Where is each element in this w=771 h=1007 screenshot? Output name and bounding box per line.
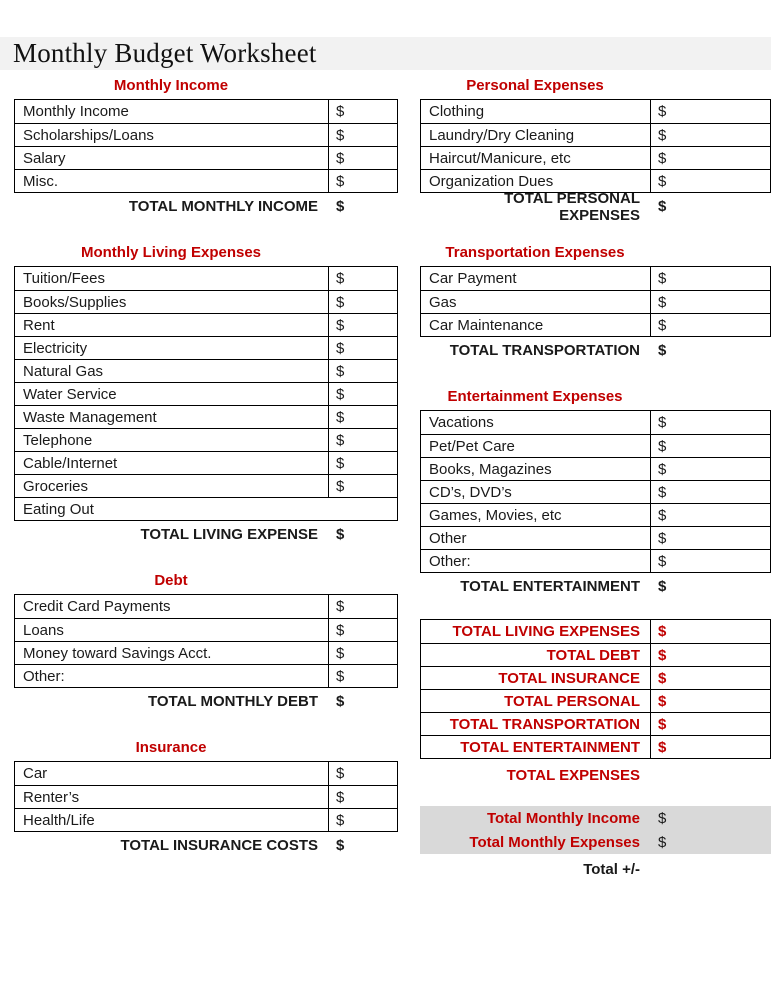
section-transportation-expenses xyxy=(420,243,771,361)
table-row xyxy=(421,123,770,146)
personal-expenses-heading: Personal Expenses xyxy=(466,77,604,94)
total-entertainment-label: TOTAL ENTERTAINMENT xyxy=(460,578,640,595)
row-label: Money toward Savings Acct. xyxy=(15,642,329,664)
row-dollar: $ xyxy=(658,483,667,501)
total-monthly-debt-line xyxy=(14,691,398,712)
row-dollar: $ xyxy=(336,172,345,190)
insurance-table xyxy=(14,761,398,832)
table-row xyxy=(421,712,770,735)
entertainment-expenses-heading: Entertainment Expenses xyxy=(447,388,623,405)
total-monthly-expenses-row-label: Total Monthly Expenses xyxy=(469,833,640,851)
table-row xyxy=(15,382,397,405)
total-insurance-costs-label: TOTAL INSURANCE COSTS xyxy=(120,837,318,854)
row-label: TOTAL LIVING EXPENSES xyxy=(421,620,651,643)
living-expenses-heading: Monthly Living Expenses xyxy=(80,244,262,261)
row-label: Other: xyxy=(421,550,651,572)
table-row xyxy=(15,808,397,831)
section-entertainment-expenses xyxy=(420,387,771,597)
table-row xyxy=(15,595,397,618)
row-dollar: $ xyxy=(336,477,345,495)
row-label: Waste Management xyxy=(15,406,329,428)
monthly-income-table xyxy=(14,99,398,193)
row-dollar: $ xyxy=(658,293,667,311)
row-dollar: $ xyxy=(658,646,667,664)
row-dollar: $ xyxy=(658,623,667,640)
row-dollar: $ xyxy=(336,454,345,472)
row-label: Renter’s xyxy=(15,786,329,808)
debt-heading: Debt xyxy=(154,572,188,589)
row-label: Clothing xyxy=(421,100,651,123)
row-dollar: $ xyxy=(336,385,345,403)
section-debt xyxy=(14,571,398,712)
row-dollar: $ xyxy=(658,529,667,547)
row-dollar: $ xyxy=(336,811,345,829)
table-row xyxy=(421,457,770,480)
table-row xyxy=(15,123,397,146)
row-label: Tuition/Fees xyxy=(15,267,329,290)
section-insurance xyxy=(14,738,398,856)
total-monthly-debt-dollar: $ xyxy=(336,693,345,710)
table-row xyxy=(15,664,397,687)
row-label: Books, Magazines xyxy=(421,458,651,480)
row-label: Loans xyxy=(15,619,329,641)
row-label: Scholarships/Loans xyxy=(15,124,329,146)
net-total-label: Total +/- xyxy=(583,861,640,878)
row-dollar: $ xyxy=(336,621,345,639)
total-monthly-debt-label: TOTAL MONTHLY DEBT xyxy=(147,693,318,710)
total-monthly-expenses-row xyxy=(420,830,771,854)
table-row xyxy=(421,290,770,313)
table-row xyxy=(15,428,397,451)
worksheet-columns xyxy=(0,70,771,880)
row-dollar: $ xyxy=(336,362,345,380)
table-row xyxy=(421,503,770,526)
row-dollar: $ xyxy=(336,644,345,662)
table-row xyxy=(15,100,397,123)
row-label: Car Maintenance xyxy=(421,314,651,336)
table-row xyxy=(421,100,770,123)
budget-worksheet-page xyxy=(0,37,771,1007)
row-label: Credit Card Payments xyxy=(15,595,329,618)
row-label: Pet/Pet Care xyxy=(421,435,651,457)
total-insurance-costs-line xyxy=(14,835,398,856)
row-label: TOTAL INSURANCE xyxy=(421,667,651,689)
table-row xyxy=(15,405,397,428)
living-expenses-table xyxy=(14,266,398,521)
row-dollar: $ xyxy=(658,552,667,570)
row-dollar: $ xyxy=(336,598,345,615)
row-dollar: $ xyxy=(336,293,345,311)
total-monthly-income-row xyxy=(420,806,771,830)
row-dollar: $ xyxy=(658,414,667,431)
table-row xyxy=(421,689,770,712)
row-dollar: $ xyxy=(658,149,667,167)
row-label: Gas xyxy=(421,291,651,313)
table-row xyxy=(421,480,770,503)
row-label: TOTAL TRANSPORTATION xyxy=(421,713,651,735)
expense-summary-table xyxy=(420,619,771,759)
total-personal-expenses-line xyxy=(420,189,771,224)
row-dollar: $ xyxy=(658,738,667,756)
monthly-totals-block xyxy=(420,806,771,854)
table-row xyxy=(421,666,770,689)
insurance-heading: Insurance xyxy=(135,739,207,756)
row-dollar: $ xyxy=(658,437,667,455)
row-label: Groceries xyxy=(15,475,329,497)
row-dollar: $ xyxy=(336,765,345,782)
row-label: Haircut/Manicure, etc xyxy=(421,147,651,169)
row-label: Telephone xyxy=(15,429,329,451)
row-label: Other: xyxy=(15,665,329,687)
total-entertainment-dollar: $ xyxy=(658,578,667,595)
table-row xyxy=(15,641,397,664)
row-label: Rent xyxy=(15,314,329,336)
row-label: Car Payment xyxy=(421,267,651,290)
row-label: Books/Supplies xyxy=(15,291,329,313)
row-label: Misc. xyxy=(15,170,329,192)
row-label: Other xyxy=(421,527,651,549)
table-row xyxy=(15,169,397,192)
total-transportation-line xyxy=(420,340,771,361)
transportation-expenses-heading: Transportation Expenses xyxy=(445,244,625,261)
row-label: Monthly Income xyxy=(15,100,329,123)
row-label: Water Service xyxy=(15,383,329,405)
row-dollar: $ xyxy=(658,669,667,687)
page-title: Monthly Budget Worksheet xyxy=(13,38,317,68)
row-dollar: $ xyxy=(336,126,345,144)
transportation-expenses-table xyxy=(420,266,771,337)
table-row xyxy=(15,267,397,290)
table-row xyxy=(421,735,770,758)
table-row xyxy=(15,146,397,169)
table-row xyxy=(421,313,770,336)
row-dollar: $ xyxy=(658,506,667,524)
row-dollar: $ xyxy=(336,788,345,806)
row-label: Salary xyxy=(15,147,329,169)
table-row xyxy=(15,785,397,808)
row-label: TOTAL DEBT xyxy=(421,644,651,666)
total-insurance-costs-dollar: $ xyxy=(336,837,345,854)
table-row xyxy=(15,290,397,313)
total-living-expense-dollar: $ xyxy=(336,526,345,543)
total-personal-expenses-label: TOTAL PERSONAL EXPENSES xyxy=(504,189,640,224)
row-dollar: $ xyxy=(658,460,667,478)
row-dollar: $ xyxy=(658,715,667,733)
total-expenses-label: TOTAL EXPENSES xyxy=(506,767,640,784)
title-band xyxy=(0,37,771,70)
table-row xyxy=(421,267,770,290)
row-dollar: $ xyxy=(658,172,667,190)
total-monthly-income-row-label: Total Monthly Income xyxy=(486,809,640,827)
table-row xyxy=(15,497,397,520)
table-row xyxy=(421,549,770,572)
row-label: Games, Movies, etc xyxy=(421,504,651,526)
row-dollar: $ xyxy=(336,408,345,426)
table-row xyxy=(421,643,770,666)
table-row xyxy=(15,762,397,785)
right-column xyxy=(420,70,771,880)
row-label: CD’s, DVD’s xyxy=(421,481,651,503)
total-monthly-income-label: TOTAL MONTHLY INCOME xyxy=(128,198,318,215)
total-monthly-income-row-dollar: $ xyxy=(658,809,667,827)
total-transportation-dollar: $ xyxy=(658,342,667,359)
row-dollar: $ xyxy=(336,149,345,167)
table-row xyxy=(15,336,397,359)
row-label: TOTAL ENTERTAINMENT xyxy=(421,736,651,758)
left-column xyxy=(14,70,398,880)
row-dollar: $ xyxy=(658,316,667,334)
row-label: TOTAL PERSONAL xyxy=(421,690,651,712)
row-dollar: $ xyxy=(336,431,345,449)
section-living-expenses xyxy=(14,243,398,545)
row-label: Organization Dues xyxy=(421,170,651,192)
row-label: Laundry/Dry Cleaning xyxy=(421,124,651,146)
entertainment-expenses-table xyxy=(420,410,771,573)
table-row xyxy=(15,313,397,336)
personal-expenses-table xyxy=(420,99,771,193)
debt-table xyxy=(14,594,398,688)
table-row xyxy=(421,411,770,434)
total-living-expense-line xyxy=(14,524,398,545)
total-entertainment-line xyxy=(420,576,771,597)
row-dollar: $ xyxy=(336,103,345,120)
section-personal-expenses xyxy=(420,76,771,224)
total-personal-expenses-dollar: $ xyxy=(658,198,667,215)
row-dollar: $ xyxy=(658,126,667,144)
total-monthly-income-dollar: $ xyxy=(336,198,345,215)
total-transportation-label: TOTAL TRANSPORTATION xyxy=(449,342,640,359)
table-row xyxy=(15,359,397,382)
row-label: Eating Out xyxy=(23,500,94,518)
row-dollar: $ xyxy=(336,667,345,685)
table-row xyxy=(421,146,770,169)
table-row xyxy=(15,451,397,474)
row-label: Vacations xyxy=(421,411,651,434)
monthly-income-heading: Monthly Income xyxy=(113,77,229,94)
row-dollar: $ xyxy=(336,339,345,357)
total-monthly-income-line xyxy=(14,196,398,217)
row-label: Car xyxy=(15,762,329,785)
row-dollar: $ xyxy=(658,270,667,287)
row-dollar: $ xyxy=(336,316,345,334)
row-dollar: $ xyxy=(336,270,345,287)
table-row xyxy=(15,618,397,641)
table-row xyxy=(421,526,770,549)
row-label: Health/Life xyxy=(15,809,329,831)
total-monthly-expenses-row-dollar: $ xyxy=(658,833,667,851)
net-total-line xyxy=(420,859,771,880)
row-dollar: $ xyxy=(658,692,667,710)
row-label: Electricity xyxy=(15,337,329,359)
table-row xyxy=(421,620,770,643)
row-label: Natural Gas xyxy=(15,360,329,382)
row-label: Cable/Internet xyxy=(15,452,329,474)
total-expenses-line xyxy=(420,765,771,786)
section-monthly-income xyxy=(14,76,398,217)
table-row xyxy=(421,434,770,457)
total-living-expense-label: TOTAL LIVING EXPENSE xyxy=(140,526,318,543)
row-dollar: $ xyxy=(658,103,667,120)
table-row xyxy=(15,474,397,497)
